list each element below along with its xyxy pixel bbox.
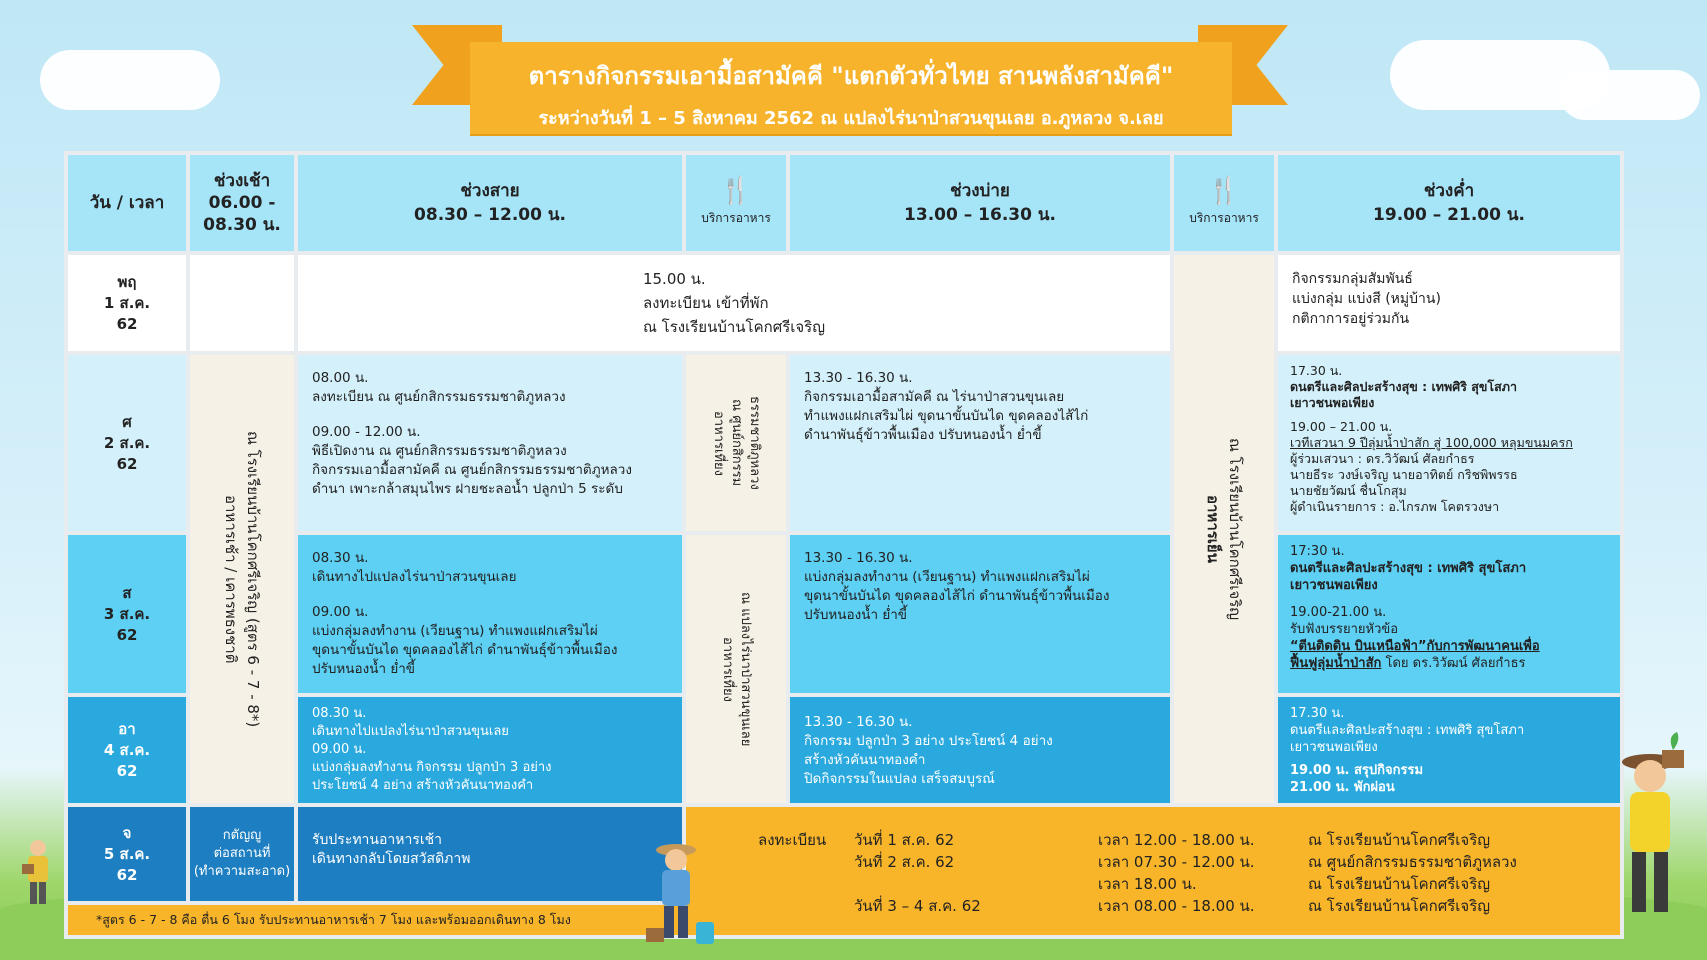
day-date: 2 ส.ค. <box>103 433 151 452</box>
day-date: 4 ส.ค. <box>103 740 151 759</box>
registration-dates <box>854 829 981 917</box>
day-4-label <box>68 697 186 803</box>
header-day-time-label: วัน / เวลา <box>89 193 165 213</box>
text-line: แบ่งกลุ่มลงทำงาน (เวียนฐาน) ทำแพงแฝกเสริมไผ่ <box>312 623 598 639</box>
day-5-label <box>68 807 186 901</box>
text-line: 19.00 – 21.00 น. <box>1290 419 1393 434</box>
text-line: ผู้ร่วมเสวนา : ดร.วิวัฒน์ ศัลยกำธร <box>1290 451 1475 466</box>
text-line: รับฟังบรรยายหัวข้อ <box>1290 622 1399 637</box>
text-line: ผู้ดำเนินรายการ : อ.ไกรภพ โคตรวงษา <box>1290 499 1500 514</box>
text-line: ดำนา เพาะกล้าสมุนไพร ฝายชะลอน้ำ ปลูกป่า 5 ระดับ <box>312 481 623 497</box>
text-line: ต่อสถานที่ <box>213 846 271 861</box>
day1-registration <box>298 255 1170 351</box>
text-line: 17:30 น. <box>1290 544 1345 559</box>
breakfast-place: ณ โรงเรียนบ้านโคกศรีเจริญ (สูตร 6 - 7 - 8*) <box>244 430 262 728</box>
text-line: 09.00 น. <box>312 604 369 620</box>
day2-afternoon <box>790 355 1170 531</box>
registration-places <box>1308 829 1517 917</box>
day4-late-morning <box>298 697 682 803</box>
footnote-text: *สูตร 6 - 7 - 8 คือ ตื่น 6 โมง รับประทานอาหารเช้า 7 โมง และพร้อมออกเดินทาง 8 โมง <box>96 912 571 927</box>
day-year: 62 <box>116 761 138 780</box>
cloud <box>40 50 220 110</box>
day1-morning-empty <box>190 255 294 351</box>
day-3-label <box>68 535 186 693</box>
day-2-label <box>68 355 186 531</box>
text-line: เยาวชนพอเพียง <box>1290 578 1378 593</box>
text-line: เยาวชนพอเพียง <box>1290 740 1378 755</box>
reg-time: เวลา 12.00 - 18.00 น. <box>1098 831 1255 849</box>
text-line: ดนตรีและศิลปะสร้างสุข : เทพศิริ สุขโสภา <box>1290 723 1525 738</box>
text-line: 09.00 - 12.00 น. <box>312 424 421 440</box>
text-line: 19.00-21.00 น. <box>1290 605 1387 620</box>
cloud <box>1560 70 1700 120</box>
text-line: ณ โรงเรียนบ้านโคกศรีเจริญ <box>642 318 826 336</box>
day3-late-morning <box>298 535 682 693</box>
text-line: ฟื้นฟูลุ่มน้ำป่าสัก <box>1290 656 1382 671</box>
text-line: กิจกรรมกลุ่มสัมพันธ์ <box>1292 271 1413 287</box>
header-meal-2 <box>1174 155 1274 251</box>
header-meal-1-label: บริการอาหาร <box>701 211 771 225</box>
reg-date: วันที่ 3 – 4 ส.ค. 62 <box>854 897 981 915</box>
schedule-table <box>64 151 1624 939</box>
text-line: เวทีเสวนา 9 ปีลุ่มน้ำป่าสัก สู่ 100,000 หลุมขนมครก <box>1290 435 1573 450</box>
text-line: 21.00 น. พักผ่อน <box>1290 780 1395 795</box>
text-line: ปิดกิจกรรมในแปลง เสร็จสมบูรณ์ <box>804 771 995 787</box>
text-line: แบ่งกลุ่ม แบ่งสี (หมู่บ้าน) <box>1292 291 1441 307</box>
text-line: ทำแพงแฝกเสริมไผ่ ขุดนาขั้นบันได ขุดคลองไส้ไก่ <box>804 408 1089 424</box>
text-line: กิจกรรม ปลูกป่า 3 อย่าง ประโยชน์ 4 อย่าง <box>804 733 1053 749</box>
header-late-morning-label: ช่วงสาย <box>460 181 520 201</box>
fork-knife-icon: 🍴 <box>1207 176 1241 206</box>
day-year: 62 <box>116 625 138 644</box>
reg-date <box>854 873 981 895</box>
text-line: “ตีนติดดิน บินเหนือฟ้า”กับการพัฒนาคนเพื่อ <box>1290 639 1540 654</box>
dinner-vertical <box>1174 255 1274 803</box>
header-meal-1 <box>686 155 786 251</box>
reg-place: ณ โรงเรียนบ้านโคกศรีเจริญ <box>1308 831 1491 849</box>
farmer-illustration-right <box>1610 730 1690 920</box>
day3-afternoon <box>790 535 1170 693</box>
text-line: 19.00 น. สรุปกิจกรรม <box>1290 763 1424 778</box>
text-line: ปรับหนองน้ำ ย่ำขี้ <box>804 607 908 623</box>
title-line1: ตารางกิจกรรมเอามื้อสามัคคี "แตกตัวทั่วไทย สานพลังสามัคคี" <box>528 62 1174 90</box>
title-line2: ระหว่างวันที่ 1 – 5 สิงหาคม 2562 ณ แปลงไร่นาป่าสวนขุนเลย อ.ภูหลวง จ.เลย <box>538 108 1164 129</box>
text-line: เดินทางไปแปลงไร่นาป่าสวนขุนเลย <box>312 569 517 585</box>
day-name: จ <box>122 823 132 842</box>
text-line: รับประทานอาหารเช้า <box>312 832 443 848</box>
footnote <box>68 905 682 935</box>
text-line: สร้างหัวคันนาทองคำ <box>804 752 926 768</box>
day34-lunch-vertical <box>686 535 786 803</box>
text-line: 13.30 - 16.30 น. <box>804 370 913 386</box>
dinner-label: อาหารเย็น <box>1204 495 1222 563</box>
header-afternoon <box>790 155 1170 251</box>
header-late-morning <box>298 155 682 251</box>
reg-place: ณ ศูนย์กสิกรรมธรรมชาติภูหลวง <box>1308 853 1517 871</box>
day4-evening <box>1278 697 1620 803</box>
registration-label: ลงทะเบียน <box>758 831 827 849</box>
farmer-illustration-left <box>18 838 58 908</box>
day-date: 3 ส.ค. <box>103 604 151 623</box>
registration-info <box>686 807 1620 935</box>
text-line: เดินทางกลับโดยสวัสดิภาพ <box>312 851 471 867</box>
text-line: นายธีระ วงษ์เจริญ นายอาทิตย์ กริชพิพรรธ <box>1290 467 1518 482</box>
day-name: ส <box>122 583 132 602</box>
text-line: พิธีเปิดงาน ณ ศูนย์กสิกรรมธรรมชาติภูหลวง <box>312 443 567 459</box>
fork-knife-icon: 🍴 <box>719 176 753 206</box>
day2-lunch-vertical <box>686 355 786 531</box>
reg-time: เวลา 08.00 - 18.00 น. <box>1098 897 1255 915</box>
header-late-morning-time: 08.30 – 12.00 น. <box>414 205 566 225</box>
lunch-place: ณ ศูนย์กสิกรรม <box>729 399 744 487</box>
text-line: กตัญญู <box>222 828 262 843</box>
reg-date: วันที่ 1 ส.ค. 62 <box>854 831 955 849</box>
day-name: พฤ <box>117 272 137 291</box>
lunch-label: อาหารเที่ยง <box>711 410 726 476</box>
breakfast-flag-vertical <box>190 355 294 803</box>
reg-place: ณ โรงเรียนบ้านโคกศรีเจริญ <box>1308 875 1491 893</box>
spacer <box>312 587 668 603</box>
lunch-label: อาหารเที่ยง <box>720 636 735 702</box>
text-line: 17.30 น. <box>1290 363 1343 378</box>
spacer <box>1290 411 1608 419</box>
text-line: แบ่งกลุ่มลงทำงาน กิจกรรม ปลูกป่า 3 อย่าง <box>312 760 552 775</box>
text-line: 08.30 น. <box>312 706 367 721</box>
text-line: 15.00 น. <box>642 270 706 288</box>
text-line: กติกาการอยู่ร่วมกัน <box>1292 311 1410 327</box>
text-line: ประโยชน์ 4 อย่าง สร้างหัวคันนาทองคำ <box>312 778 534 793</box>
text-line: ลงทะเบียน เข้าที่พัก <box>642 294 769 312</box>
day5-late-morning <box>298 807 682 901</box>
header-evening-label: ช่วงค่ำ <box>1423 181 1475 201</box>
text-line: กิจกรรมเอามื้อสามัคคี ณ ศูนย์กสิกรรมธรรมชาติภูหลวง <box>312 462 632 478</box>
day2-evening <box>1278 355 1620 531</box>
day-1-label <box>68 255 186 351</box>
text-line: เยาวชนพอเพียง <box>1290 395 1375 410</box>
day1-evening <box>1278 255 1620 351</box>
text-line: 09.00 น. <box>312 742 367 757</box>
day1-registration-text <box>643 267 825 339</box>
header-day-time <box>68 155 186 251</box>
text-line: โดย ดร.วิวัฒน์ ศัลยกำธร <box>1381 656 1526 671</box>
header-morning <box>190 155 294 251</box>
text-line: แบ่งกลุ่มลงทำงาน (เวียนฐาน) ทำแพงแฝกเสริมไผ่ <box>804 569 1090 585</box>
header-morning-time: 06.00 - 08.30 น. <box>203 193 281 235</box>
farmer-illustration-center <box>640 840 720 950</box>
header-morning-label: ช่วงเช้า <box>213 171 271 191</box>
breakfast-label: อาหารเช้า / เคารพธงชาติ <box>222 494 240 664</box>
text-line: ลงทะเบียน ณ ศูนย์กสิกรรมธรรมชาติภูหลวง <box>312 389 566 405</box>
header-evening <box>1278 155 1620 251</box>
day-year: 62 <box>116 314 138 333</box>
day-name: ศ <box>122 412 132 431</box>
spacer <box>312 407 668 423</box>
text-line: นายชัยวัฒน์ ชื่นโกสุม <box>1290 483 1407 498</box>
day5-morning <box>190 807 294 901</box>
text-line: 13.30 - 16.30 น. <box>804 714 913 730</box>
dinner-place: ณ โรงเรียนบ้านโคกศรีเจริญ <box>1226 437 1244 621</box>
header-afternoon-label: ช่วงบ่าย <box>950 181 1010 201</box>
registration-times <box>1098 829 1255 917</box>
day2-late-morning <box>298 355 682 531</box>
text-line: ดนตรีและศิลปะสร้างสุข : เทพศิริ สุขโสภา <box>1290 561 1527 576</box>
header-evening-time: 19.00 – 21.00 น. <box>1373 205 1525 225</box>
text-line: กิจกรรมเอามื้อสามัคคี ณ ไร่นาป่าสวนขุนเลย <box>804 389 1065 405</box>
day-name: อา <box>118 719 136 738</box>
lunch-place: ณ แปลงไร่นาป่าสวนขุนเลย <box>738 591 753 747</box>
day-date: 5 ส.ค. <box>103 844 151 863</box>
header-afternoon-time: 13.00 – 16.30 น. <box>904 205 1056 225</box>
day-year: 62 <box>116 454 138 473</box>
reg-time: เวลา 18.00 น. <box>1098 875 1197 893</box>
lunch-place: ธรรมชาติภูหลวง <box>747 396 762 490</box>
text-line: 08.30 น. <box>312 550 369 566</box>
text-line: ดำนาพันธุ์ข้าวพื้นเมือง ปรับหนองน้ำ ย่ำขี้ <box>804 427 1042 443</box>
day3-evening <box>1278 535 1620 693</box>
header-meal-2-label: บริการอาหาร <box>1189 211 1259 225</box>
reg-time: เวลา 07.30 - 12.00 น. <box>1098 853 1255 871</box>
text-line: ปรับหนองน้ำ ย่ำขี้ <box>312 661 416 677</box>
day4-afternoon <box>790 697 1170 803</box>
title-banner <box>470 42 1232 134</box>
text-line: ขุดนาขั้นบันได ขุดคลองไส้ไก่ ดำนาพันธุ์ข้าวพื้นเมือง <box>804 588 1110 604</box>
day-date: 1 ส.ค. <box>103 293 151 312</box>
text-line: 13.30 - 16.30 น. <box>804 550 913 566</box>
text-line: (ทำความสะอาด) <box>193 864 291 879</box>
text-line: 17.30 น. <box>1290 706 1345 721</box>
reg-place: ณ โรงเรียนบ้านโคกศรีเจริญ <box>1308 897 1491 915</box>
day-year: 62 <box>116 865 138 884</box>
spacer <box>1290 594 1608 604</box>
text-line: ดนตรีและศิลปะสร้างสุข : เทพศิริ สุขโสภา <box>1290 379 1518 394</box>
reg-date: วันที่ 2 ส.ค. 62 <box>854 853 955 871</box>
text-line: เดินทางไปแปลงไร่นาป่าสวนขุนเลย <box>312 724 509 739</box>
text-line: ขุดนาขั้นบันได ขุดคลองไส้ไก่ ดำนาพันธุ์ข้าวพื้นเมือง <box>312 642 618 658</box>
text-line: 08.00 น. <box>312 370 369 386</box>
